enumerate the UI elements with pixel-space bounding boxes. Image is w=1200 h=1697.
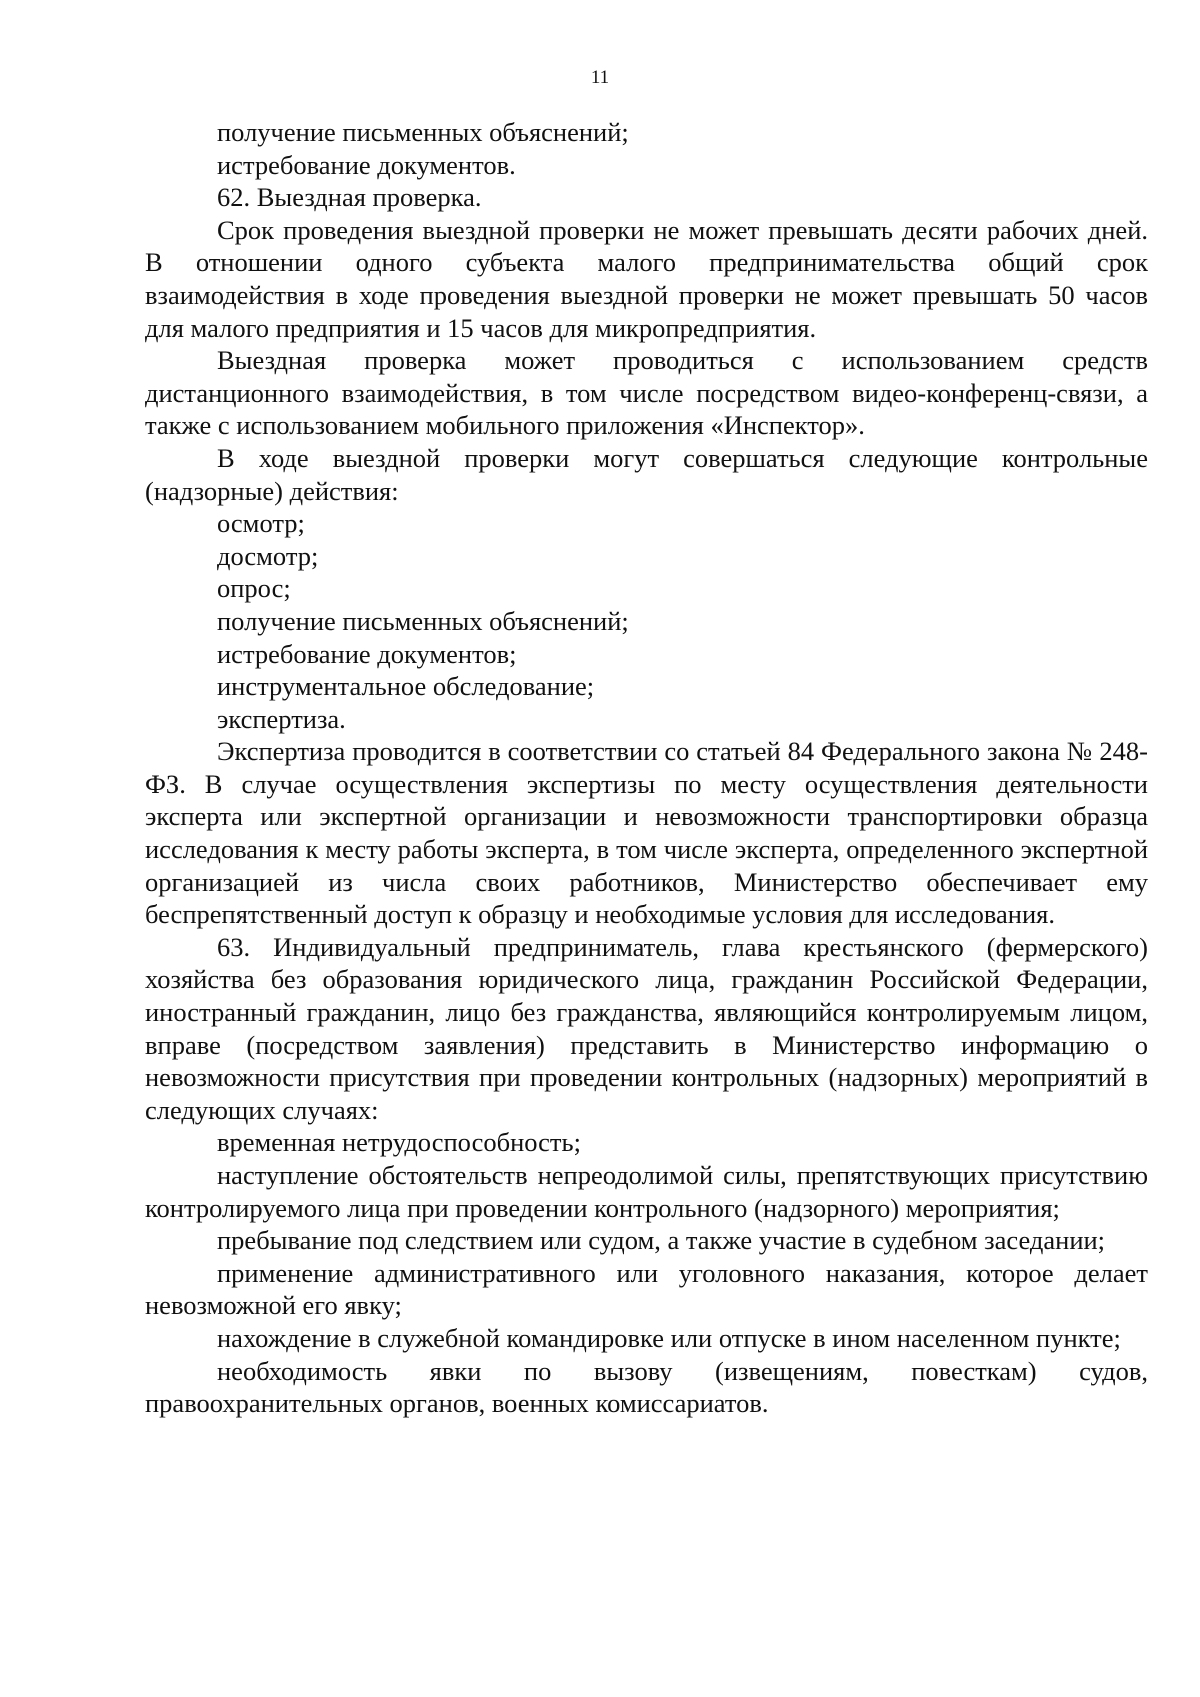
list-item: экспертиза. [217,703,346,734]
paragraph: нахождение в служебной командировке или отпуске в ином населенном пункте; [217,1322,1121,1353]
paragraph: наступление обстоятельств непреодолимой силы, препятствующих присутствию контролируемого лица при проведении контрольного (надзорного) мероприятия; [145,1160,1148,1223]
paragraph: необходимость явки по вызову (извещениям, повесткам) судов, правоохранительных органов, военных комиссариатов. [145,1355,1148,1419]
paragraph: 63. Индивидуальный предприниматель, глава крестьянского (фермерского) хозяйства без образования юридического лица, гражданин Российской Федерации, иностранный гражданин, лицо без гражданства, являющийся контролируемым лицом, вправе (посредством заявления) представить в Министерство информацию о невозможности присутствия при проведении контрольных (надзорных) мероприятий в следующих случаях: [145,931,1148,1125]
list-item: истребование документов. [217,149,516,180]
list-item: 62. Выездная проверка. [217,182,482,213]
paragraph: В ходе выездной проверки могут совершаться следующие контрольные (надзорные) действия: [145,442,1148,506]
page-number: 11 [590,67,610,88]
document-body [145,116,1148,1420]
list-item: истребование документов; [217,638,517,669]
list-item: осмотр; [217,508,305,539]
list-item: досмотр; [217,540,319,571]
list-item: опрос; [217,573,291,604]
list-item: временная нетрудоспособность; [217,1127,581,1158]
paragraph: Срок проведения выездной проверки не может превышать десяти рабочих дней. В отношении одного субъекта малого предпринимательства общий срок взаимодействия в ходе проведения выездной проверки не может превышать 50 часов для малого предприятия и 15 часов для микропредприятия. [145,214,1148,343]
paragraph: пребывание под следствием или судом, а также участие в судебном заседании; [217,1225,1106,1256]
list-item: инструментальное обследование; [217,671,595,702]
paragraph: Экспертиза проводится в соответствии со статьей 84 Федерального закона № 248-ФЗ. В случае осуществления экспертизы по месту осуществления деятельности эксперта или экспертной организации и невозможности транспортировки образца исследования к месту работы эксперта, в том числе эксперта, определенного экспертной организацией из числа своих работников, Министерство обеспечивает ему беспрепятственный доступ к образцу и необходимые условия для исследования. [145,736,1148,930]
paragraph: Выездная проверка может проводиться с использованием средств дистанционного взаимодействия, в том числе посредством видео-конференц-связи, а также с использованием мобильного приложения «Инспектор». [145,345,1148,441]
paragraph: применение административного или уголовного наказания, которое делает невозможной его явку; [145,1257,1148,1321]
list-item: получение письменных объяснений; [217,117,629,147]
list-item: получение письменных объяснений; [217,605,629,636]
